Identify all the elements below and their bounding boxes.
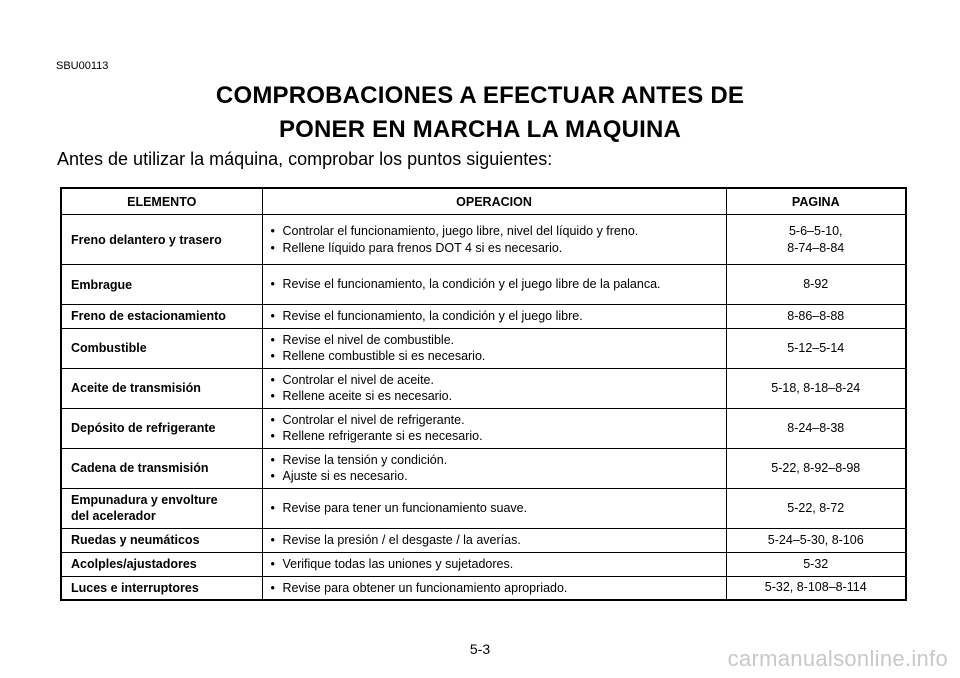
table-body: [61, 215, 906, 601]
page-reference: 8-24–8-38: [787, 420, 845, 435]
page-title-line-2: PONER EN MARCHA LA MAQUINA: [278, 116, 682, 143]
page-number: 5-3: [469, 641, 491, 657]
element-label: Empunadura y envolture: [71, 493, 218, 507]
operation-cell: [262, 528, 726, 552]
operation-item: • Rellene combustible si es necesario.: [269, 348, 720, 365]
element-label: Depósito de refrigerante: [71, 421, 216, 435]
element-cell: [61, 368, 262, 408]
element-label: Freno delantero y trasero: [71, 232, 222, 247]
operation-item: • Controlar el funcionamiento, juego libre, nivel del líquido y freno.: [269, 223, 720, 240]
column-header-elemento: ELEMENTO: [61, 188, 262, 215]
page-reference: 5-32: [803, 556, 829, 571]
page-cell: [726, 528, 906, 552]
table-row: [61, 528, 906, 552]
operation-cell: [262, 408, 726, 448]
document-code: SBU00113: [56, 60, 109, 72]
column-header-pagina: PAGINA: [726, 188, 906, 215]
element-label: Embrague: [71, 277, 133, 292]
operation-item: • Revise para tener un funcionamiento suave.: [269, 500, 720, 517]
element-label: del acelerador: [71, 509, 156, 523]
operation-cell: [262, 488, 726, 528]
table-header-row: [61, 188, 906, 215]
element-cell: [61, 215, 262, 265]
operation-item: • Revise la presión / el desgaste / la averías.: [269, 532, 720, 549]
element-label: Luces e interruptores: [71, 580, 199, 595]
operation-cell: [262, 215, 726, 265]
element-cell: [61, 448, 262, 488]
page-cell: [726, 328, 906, 368]
page-cell: [726, 448, 906, 488]
table-row: [61, 552, 906, 576]
element-label: Ruedas y neumáticos: [71, 533, 200, 547]
element-label: Combustible: [71, 341, 147, 355]
element-cell: [61, 265, 262, 305]
page-cell: [726, 305, 906, 329]
page-cell: [726, 265, 906, 305]
page-cell: [726, 408, 906, 448]
operation-item: • Rellene refrigerante si es necesario.: [269, 428, 720, 445]
operation-item: • Revise el funcionamiento, la condición y el juego libre de la palanca.: [269, 276, 720, 293]
table-row: [61, 265, 906, 305]
page-reference: 8-74–8-84: [787, 240, 845, 255]
page-reference: 5-24–5-30, 8-106: [767, 532, 864, 547]
table-row: [61, 576, 906, 600]
operation-item: • Controlar el nivel de refrigerante.: [269, 412, 720, 429]
pre-operation-checks-table: [60, 187, 907, 601]
operation-cell: [262, 448, 726, 488]
element-label: Cadena de transmisión: [71, 461, 209, 475]
page-reference: 5-22, 8-72: [787, 500, 845, 515]
page-cell: [726, 552, 906, 576]
operation-item: • Revise la tensión y condición.: [269, 452, 720, 469]
element-cell: [61, 528, 262, 552]
operation-cell: [262, 552, 726, 576]
page-reference: 8-92: [803, 277, 829, 291]
page-reference: 5-18, 8-18–8-24: [771, 380, 861, 395]
operation-item: • Rellene aceite si es necesario.: [269, 388, 720, 405]
element-label: Aceite de transmisión: [71, 381, 201, 395]
operation-cell: [262, 576, 726, 600]
element-cell: [61, 408, 262, 448]
operation-item: • Rellene líquido para frenos DOT 4 si es necesario.: [269, 240, 720, 257]
operation-cell: [262, 305, 726, 329]
operation-item: • Verifique todas las uniones y sujetadores.: [269, 556, 720, 573]
operation-cell: [262, 368, 726, 408]
operation-item: • Ajuste si es necesario.: [269, 468, 720, 485]
table-row: [61, 368, 906, 408]
operation-cell: [262, 328, 726, 368]
page-cell: [726, 488, 906, 528]
table-row: [61, 448, 906, 488]
page-reference: 5-12–5-14: [787, 340, 845, 355]
operation-item: • Revise el nivel de combustible.: [269, 332, 720, 349]
operation-item: • Revise para obtener un funcionamiento apropriado.: [269, 580, 720, 597]
element-label: Freno de estacionamiento: [71, 309, 226, 324]
table-row: [61, 305, 906, 329]
page-cell: [726, 215, 906, 265]
operation-item: • Revise el funcionamiento, la condición y el juego libre.: [269, 308, 720, 325]
watermark: carmanualsonline.info: [727, 646, 948, 671]
operation-cell: [262, 265, 726, 305]
page-cell: [726, 576, 906, 600]
intro-text: Antes de utilizar la máquina, comprobar los puntos siguientes:: [57, 149, 553, 169]
page-cell: [726, 368, 906, 408]
page-reference: 5-6–5-10,: [788, 223, 843, 238]
table-row: [61, 488, 906, 528]
table-row: [61, 328, 906, 368]
table-row: [61, 408, 906, 448]
element-label: Acolples/ajustadores: [71, 557, 197, 571]
element-cell: [61, 305, 262, 329]
page-reference: 8-86–8-88: [787, 308, 845, 323]
element-cell: [61, 328, 262, 368]
column-header-operacion: OPERACION: [262, 188, 726, 215]
operation-item: • Controlar el nivel de aceite.: [269, 372, 720, 389]
element-cell: [61, 576, 262, 600]
page-title-line-1: COMPROBACIONES A EFECTUAR ANTES DE: [215, 82, 745, 109]
page-reference: 5-32, 8-108–8-114: [764, 580, 867, 595]
element-cell: [61, 488, 262, 528]
element-cell: [61, 552, 262, 576]
table-row: [61, 215, 906, 265]
page-reference: 5-22, 8-92–8-98: [771, 460, 861, 475]
